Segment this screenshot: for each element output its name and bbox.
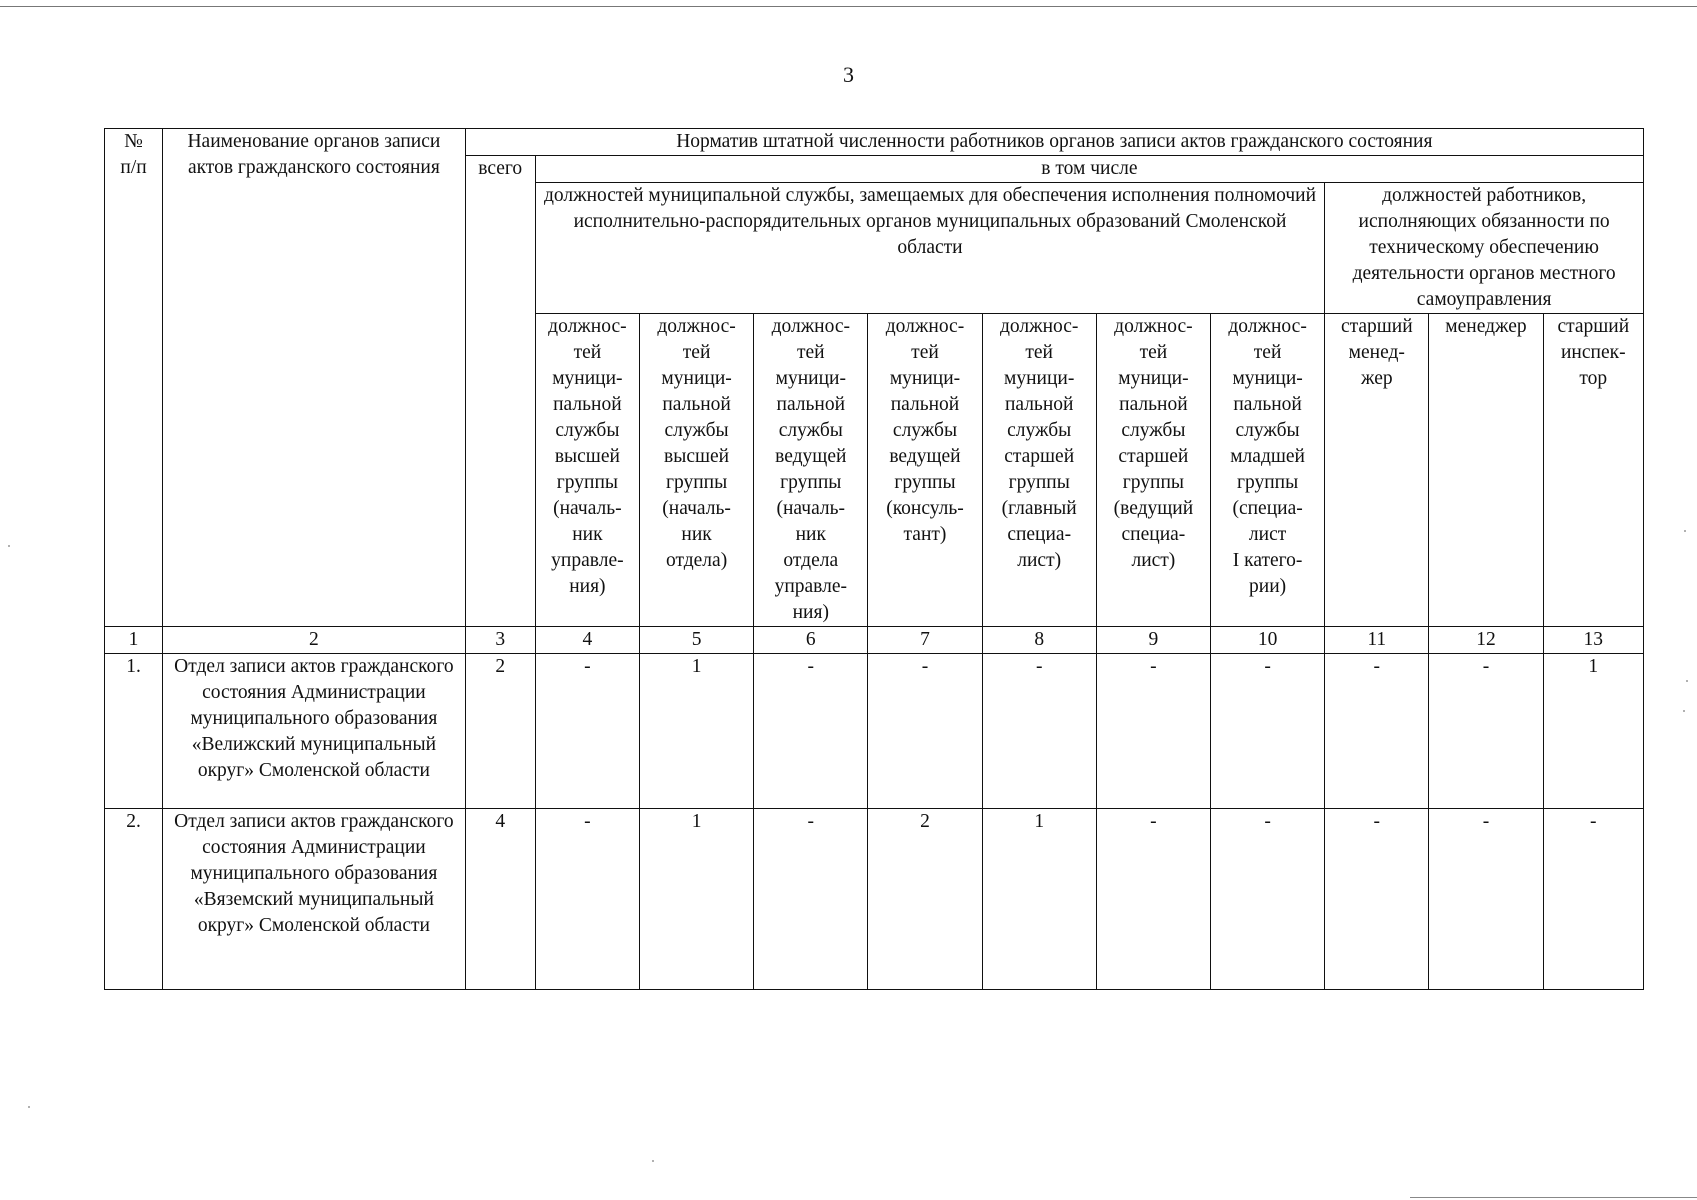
scan-speck bbox=[652, 1160, 654, 1162]
header-post-line: лист bbox=[1248, 524, 1287, 545]
header-post-line: пальной bbox=[662, 394, 731, 415]
header-post-line: тей bbox=[1253, 342, 1282, 363]
column-number: 7 bbox=[868, 627, 982, 654]
row-number: 1. bbox=[105, 654, 163, 809]
page-number: 3 bbox=[843, 62, 854, 87]
header-post-line: ник bbox=[681, 524, 712, 545]
row-value-col-10: - bbox=[1211, 809, 1325, 990]
header-post-line: должнос- bbox=[999, 316, 1079, 337]
header-post-line: тей bbox=[1139, 342, 1168, 363]
header-post-line: ния) bbox=[569, 576, 606, 597]
row-value-col-11: - bbox=[1325, 809, 1429, 990]
header-post-line: младшей bbox=[1230, 446, 1305, 467]
row-name: Отдел записи актов гражданского состояния Администрации муниципального образования «Вяземский муниципальный округ» Смоленской области bbox=[163, 809, 466, 990]
header-post-line: управле- bbox=[774, 576, 847, 597]
header-post-line: специа- bbox=[1121, 524, 1186, 545]
row-value-col-13: 1 bbox=[1543, 654, 1643, 809]
header-post-line: пальной bbox=[1119, 394, 1188, 415]
header-num: № п/п bbox=[105, 129, 163, 627]
header-post-line: ведущей bbox=[889, 446, 961, 467]
header-post-line: (ведущий bbox=[1113, 498, 1194, 519]
row-number: 2. bbox=[105, 809, 163, 990]
column-number: 6 bbox=[754, 627, 868, 654]
header-post-line: службы bbox=[1007, 420, 1072, 441]
row-value-col-12: - bbox=[1429, 809, 1543, 990]
header-post-col-4 bbox=[535, 314, 639, 627]
column-number: 8 bbox=[982, 627, 1096, 654]
row-value-col-13: - bbox=[1543, 809, 1643, 990]
header-post-line: должнос- bbox=[885, 316, 965, 337]
header-post-line: лист) bbox=[1017, 550, 1062, 571]
header-post-line: муници- bbox=[552, 368, 623, 389]
column-number: 5 bbox=[639, 627, 753, 654]
header-post-col-7 bbox=[868, 314, 982, 627]
row-value-col-10: - bbox=[1211, 654, 1325, 809]
header-post-line: пальной bbox=[1004, 394, 1074, 415]
row-value-col-5: 1 bbox=[639, 654, 753, 809]
header-post-line: старшей bbox=[1118, 446, 1189, 467]
header-post-col-5 bbox=[639, 314, 753, 627]
row-value-col-8: 1 bbox=[982, 809, 1096, 990]
header-post-line: тей bbox=[796, 342, 825, 363]
row-value-col-11: - bbox=[1325, 654, 1429, 809]
header-name: Наименование органов записи актов гражданского состояния bbox=[163, 129, 466, 627]
header-post-line: должнос- bbox=[1228, 316, 1307, 337]
header-post-col-13 bbox=[1543, 314, 1643, 627]
column-number: 2 bbox=[163, 627, 466, 654]
column-number: 12 bbox=[1429, 627, 1543, 654]
header-post-line: группы bbox=[1008, 472, 1070, 493]
header-post-line: группы bbox=[1236, 472, 1299, 493]
header-post-line: службы bbox=[664, 420, 729, 441]
header-including: в том числе bbox=[535, 156, 1643, 183]
header-post-line: тей bbox=[573, 342, 602, 363]
header-post-line: тей bbox=[911, 342, 939, 363]
header-group-technical: должностей работников, исполняющих обязанности по техническому обеспечению деятельности органов местного самоуправления bbox=[1325, 183, 1644, 314]
header-post-line: тант) bbox=[903, 524, 947, 545]
header-post-line: группы bbox=[894, 472, 956, 493]
header-post-line: пальной bbox=[776, 394, 846, 415]
header-post-line: ник bbox=[795, 524, 826, 545]
header-post-line: старшей bbox=[1004, 446, 1075, 467]
header-post-line: тей bbox=[1025, 342, 1053, 363]
header-post-line: муници- bbox=[1004, 368, 1075, 389]
row-total: 4 bbox=[465, 809, 535, 990]
header-post-line: муници- bbox=[889, 368, 961, 389]
row-value-col-7: 2 bbox=[868, 809, 982, 990]
column-number: 13 bbox=[1543, 627, 1643, 654]
header-post-line: службы bbox=[1235, 420, 1300, 441]
row-value-col-9: - bbox=[1096, 654, 1210, 809]
header-post-col-11 bbox=[1325, 314, 1429, 627]
scan-speck bbox=[8, 545, 10, 547]
scan-edge-bottom bbox=[1410, 1197, 1697, 1198]
column-number-row bbox=[105, 627, 1644, 654]
header-post-col-12 bbox=[1429, 314, 1543, 627]
header-post-line: (специа- bbox=[1232, 498, 1303, 519]
row-value-col-5: 1 bbox=[639, 809, 753, 990]
header-group-municipal: должностей муниципальной службы, замещаемых для обеспечения исполнения полномочий исполнительно-распорядительных органов муниципальных образований Смоленской области bbox=[535, 183, 1324, 314]
scan-speck bbox=[1684, 530, 1686, 532]
column-number: 1 bbox=[105, 627, 163, 654]
header-post-col-9 bbox=[1096, 314, 1210, 627]
scan-speck bbox=[1686, 680, 1688, 682]
header-post-line: ния) bbox=[792, 602, 829, 623]
row-value-col-7: - bbox=[868, 654, 982, 809]
scan-edge-top bbox=[0, 6, 1697, 7]
header-post-line: ник bbox=[572, 524, 603, 545]
header-post-line: муници- bbox=[661, 368, 732, 389]
table-row bbox=[105, 654, 1644, 809]
header-post-line: старший bbox=[1340, 316, 1413, 337]
column-number: 11 bbox=[1325, 627, 1429, 654]
table-row bbox=[105, 809, 1644, 990]
header-post-line: должнос- bbox=[548, 316, 627, 337]
header-post-line: (началь- bbox=[553, 498, 622, 519]
header-post-line: службы bbox=[892, 420, 958, 441]
row-value-col-12: - bbox=[1429, 654, 1543, 809]
header-post-line: инспек- bbox=[1561, 342, 1626, 363]
column-number: 4 bbox=[535, 627, 639, 654]
header-post-line: муници- bbox=[775, 368, 846, 389]
column-number: 10 bbox=[1211, 627, 1325, 654]
header-post-line: (началь- bbox=[662, 498, 731, 519]
header-post-line: муници- bbox=[1118, 368, 1189, 389]
header-post-line: службы bbox=[1121, 420, 1186, 441]
header-post-line: группы bbox=[556, 472, 618, 493]
header-post-line: специа- bbox=[1007, 524, 1072, 545]
header-post-line: управле- bbox=[551, 550, 624, 571]
column-number: 3 bbox=[465, 627, 535, 654]
header-post-line: менеджер bbox=[1445, 316, 1527, 337]
row-name: Отдел записи актов гражданского состояния Администрации муниципального образования «Велижский муниципальный округ» Смоленской области bbox=[163, 654, 466, 809]
header-post-line: жер bbox=[1360, 368, 1393, 389]
header-post-line: (главный bbox=[1001, 498, 1077, 519]
row-value-col-6: - bbox=[754, 654, 868, 809]
header-post-line: высшей bbox=[664, 446, 730, 467]
header-post-line: отдела) bbox=[665, 550, 728, 571]
header-post-line: старший bbox=[1557, 316, 1630, 337]
header-post-line: (началь- bbox=[776, 498, 846, 519]
header-row-main bbox=[105, 129, 1644, 156]
column-number: 9 bbox=[1096, 627, 1210, 654]
header-main-title: Норматив штатной численности работников органов записи актов гражданского состояния bbox=[465, 129, 1643, 156]
header-post-line: высшей bbox=[554, 446, 620, 467]
header-post-col-10 bbox=[1211, 314, 1325, 627]
header-post-line: должнос- bbox=[771, 316, 851, 337]
header-post-line: тор bbox=[1579, 368, 1608, 389]
header-post-line: должнос- bbox=[1114, 316, 1193, 337]
row-total: 2 bbox=[465, 654, 535, 809]
header-post-line: муници- bbox=[1232, 368, 1303, 389]
scan-speck bbox=[1683, 710, 1685, 712]
header-post-col-8 bbox=[982, 314, 1096, 627]
header-post-line: группы bbox=[665, 472, 728, 493]
row-value-col-4: - bbox=[535, 654, 639, 809]
header-post-line: отдела bbox=[783, 550, 839, 571]
staffing-norm-table bbox=[104, 128, 1644, 990]
header-post-line: пальной bbox=[890, 394, 960, 415]
header-post-line: службы bbox=[778, 420, 843, 441]
header-post-line: лист) bbox=[1131, 550, 1176, 571]
header-post-line: пальной bbox=[553, 394, 622, 415]
row-value-col-4: - bbox=[535, 809, 639, 990]
header-post-line: должнос- bbox=[657, 316, 736, 337]
header-post-line: менед- bbox=[1348, 342, 1405, 363]
header-post-line: ведущей bbox=[775, 446, 847, 467]
header-post-col-6 bbox=[754, 314, 868, 627]
header-post-line: пальной bbox=[1233, 394, 1302, 415]
header-post-line: службы bbox=[555, 420, 620, 441]
header-post-line: (консуль- bbox=[886, 498, 964, 519]
header-total: всего bbox=[465, 156, 535, 627]
header-post-line: группы bbox=[780, 472, 842, 493]
scan-speck bbox=[28, 1106, 30, 1108]
header-post-line: группы bbox=[1122, 472, 1184, 493]
header-post-line: рии) bbox=[1249, 576, 1287, 597]
header-post-line: I катего- bbox=[1232, 550, 1303, 571]
row-value-col-6: - bbox=[754, 809, 868, 990]
row-value-col-9: - bbox=[1096, 809, 1210, 990]
header-post-line: тей bbox=[682, 342, 711, 363]
row-value-col-8: - bbox=[982, 654, 1096, 809]
